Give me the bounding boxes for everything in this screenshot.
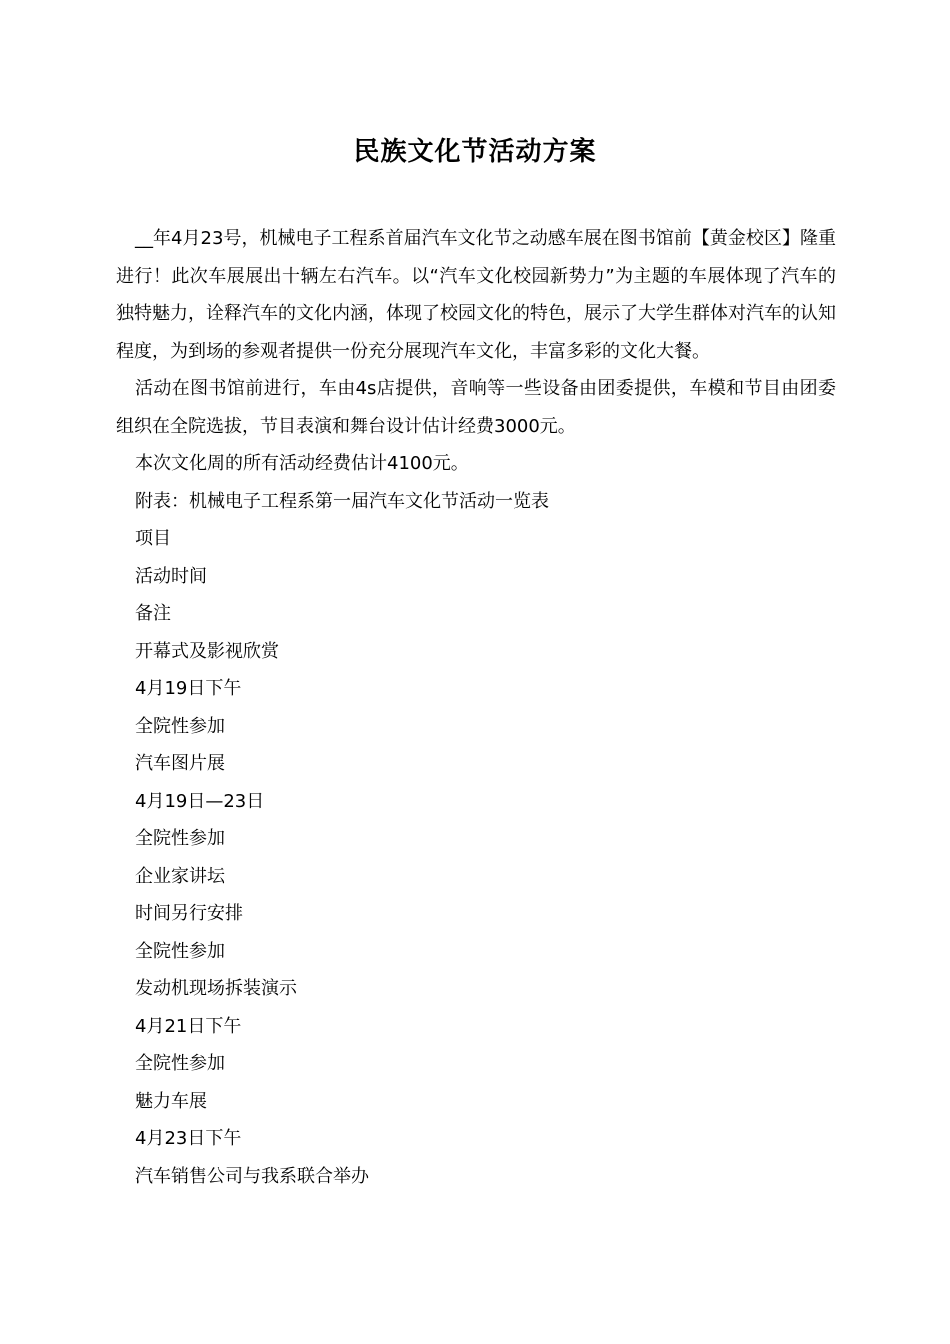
paragraph-venue: 活动在图书馆前进行，车由4s店提供，音响等一些设备由团委提供，车模和节目由团委组织在全院选拔，节目表演和舞台设计估计经费3000元。 — [116, 378, 836, 437]
document-title: 民族文化节活动方案 — [353, 137, 597, 167]
document-body — [116, 220, 836, 1195]
table-row — [116, 745, 836, 858]
table-cell-time: 4月19日—23日 — [135, 790, 265, 812]
table-cell-time: 时间另行安排 — [135, 903, 243, 924]
table-cell-item: 开幕式及影视欣赏 — [135, 640, 279, 662]
table-row — [116, 858, 836, 971]
table-cell-item: 发动机现场拆装演示 — [135, 978, 297, 999]
table-cell-note: 全院性参加 — [135, 1053, 225, 1074]
table-cell-item: 企业家讲坛 — [135, 865, 225, 887]
table-cell-time: 4月21日下午 — [135, 1015, 242, 1037]
table-cell-note: 全院性参加 — [135, 715, 225, 737]
table-row — [116, 633, 836, 746]
table-cell-note: 汽车销售公司与我系联合举办 — [135, 1165, 369, 1187]
table-header-cell: 备注 — [135, 603, 171, 624]
table-cell-time: 4月23日下午 — [135, 1128, 242, 1149]
table-row — [116, 970, 836, 1083]
table-header-cell: 项目 — [135, 528, 171, 549]
table-cell-item: 汽车图片展 — [135, 753, 225, 774]
activity-table — [116, 520, 836, 1195]
table-cell-item: 魅力车展 — [135, 1090, 207, 1112]
table-cell-time: 4月19日下午 — [135, 678, 242, 699]
table-cell-note: 全院性参加 — [135, 940, 225, 962]
paragraph-budget: 本次文化周的所有活动经费估计4100元。 — [135, 453, 469, 474]
table-cell-note: 全院性参加 — [135, 828, 225, 849]
paragraph-appendix: 附表：机械电子工程系第一届汽车文化节活动一览表 — [135, 490, 549, 512]
table-header-cell: 活动时间 — [135, 565, 207, 587]
table-header-row — [116, 520, 836, 633]
paragraph-intro: __年4月23号，机械电子工程系首届汽车文化节之动感车展在图书馆前【黄金校区】隆重进行！此次车展展出十辆左右汽车。以“汽车文化校园新势力”为主题的车展体现了汽车的独特魅力，诠释汽车的文化内涵，体现了校园文化的特色，展示了大学生群体对汽车的认知程度，为到场的参观者提供一份充分展现汽车文化，丰富多彩的文化大餐。 — [116, 228, 836, 362]
table-row — [116, 1083, 836, 1196]
